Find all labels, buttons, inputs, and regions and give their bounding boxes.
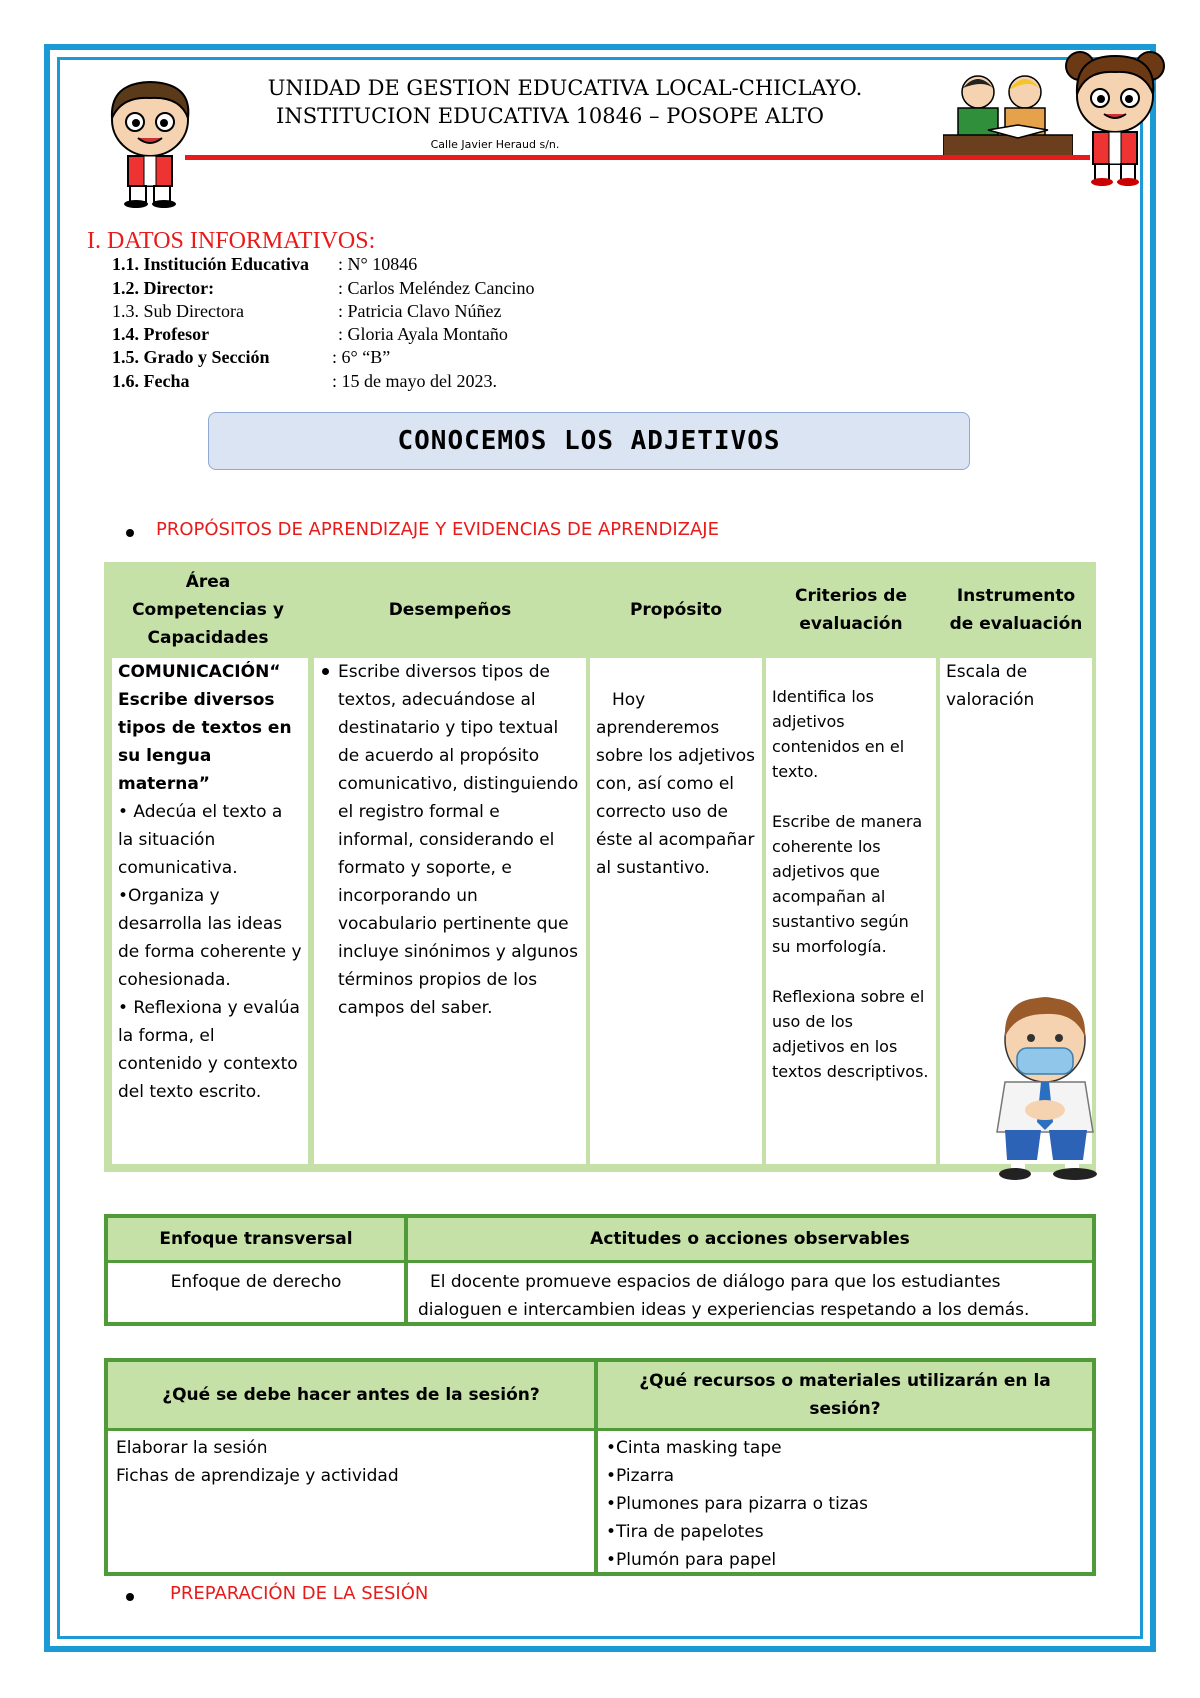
header-proposito: Propósito: [629, 600, 723, 620]
datos-title: I. DATOS INFORMATIVOS:: [87, 228, 376, 254]
proposito-cell: [590, 658, 762, 1164]
header-instrumento: Instrumento de evaluación: [949, 586, 1083, 634]
desempeno-text: Escribe diversos tipos de textos, adecuándose al destinatario y tipo textual de acuerdo al propósito comunicativo, distinguiendo el registro formal e informal, considerando el formato y soporte, e incorporando un vocabulario pertinente que incluye sinónimos y algunos términos propios de los campos del saber.: [338, 662, 579, 1018]
recursos-header: ¿Qué recursos o materiales utilizarán en la sesión?: [598, 1362, 1092, 1428]
col-divider: [404, 1218, 408, 1322]
col-divider: [594, 1362, 598, 1572]
criterio-item: Escribe de manera coherente los adjetivos que acompañan al sustantivo según su morfología.: [772, 812, 923, 956]
boy-mascot-icon: [100, 78, 200, 208]
actitudes-header: Actitudes o acciones observables: [408, 1218, 1092, 1260]
section-preparacion-title: PREPARACIÓN DE LA SESIÓN: [170, 1583, 429, 1604]
header-criterios: Criterios de evaluación: [795, 586, 907, 634]
capacidad-item: •Organiza y desarrolla las ideas de forma coherente y cohesionada.: [118, 886, 302, 990]
section-bullet: [126, 529, 134, 537]
datos-label: 1.2. Director:: [112, 278, 215, 298]
header-address: Calle Javier Heraud s/n.: [430, 138, 560, 151]
datos-label: 1.3. Sub Directora: [112, 301, 244, 321]
area-cell: [112, 658, 308, 1164]
children-reading-icon: [943, 70, 1073, 160]
datos-value: : Gloria Ayala Montaño: [338, 324, 508, 344]
criterio-item: Identifica los adjetivos contenidos en el texto.: [772, 687, 905, 781]
criterios-cell: [766, 658, 936, 1164]
header-desempenos: Desempeños: [388, 600, 512, 620]
desempeno-cell: [314, 658, 586, 1164]
antes-list: [116, 1434, 586, 1490]
datos-label: 1.6. Fecha: [112, 371, 190, 391]
proposito-text: Hoy aprenderemos sobre los adjetivos con, así como el correcto uso de éste al acompañar al sustantivo.: [596, 690, 756, 878]
criterio-item: Reflexiona sobre el uso de los adjetivos en los textos descriptivos.: [772, 987, 929, 1081]
row-divider: [108, 1428, 1092, 1431]
area-title: COMUNICACIÓN“: [118, 662, 281, 682]
recursos-list: [606, 1434, 1086, 1574]
antes-header: ¿Qué se debe hacer antes de la sesión?: [108, 1362, 594, 1428]
datos-label: 1.1. Institución Educativa: [112, 254, 310, 274]
enfoque-header: Enfoque transversal: [108, 1218, 404, 1260]
datos-label: 1.4. Profesor: [112, 324, 210, 344]
capacidad-item: • Reflexiona y evalúa la forma, el contenido y contexto del texto escrito.: [118, 998, 300, 1102]
prep-table: [104, 1358, 1096, 1576]
enfoque-value: Enfoque de derecho: [170, 1272, 342, 1292]
header-line-2: INSTITUCION EDUCATIVA 10846 – POSOPE ALTO: [276, 104, 824, 128]
datos-value: : Carlos Meléndez Cancino: [338, 278, 535, 298]
capacidad-item: • Adecúa el texto a la situación comunicativa.: [118, 802, 283, 878]
recurso-item: • Plumón para papel: [606, 1546, 1086, 1574]
actitud-value: El docente promueve espacios de diálogo para que los estudiantes dialoguen e intercambien ideas y experiencias respetando a los demás.: [418, 1272, 1030, 1320]
row-divider: [108, 1260, 1092, 1263]
section-bullet: [126, 1593, 134, 1601]
recurso-item: • Cinta masking tape: [606, 1434, 1086, 1462]
area-competencia: Escribe diversos tipos de textos en su lengua materna”: [118, 690, 292, 794]
header-line-1: UNIDAD DE GESTION EDUCATIVA LOCAL-CHICLAYO.: [267, 76, 863, 100]
section-proposito-title: PROPÓSITOS DE APRENDIZAJE Y EVIDENCIAS DE APRENDIZAJE: [156, 519, 719, 540]
girl-mascot-icon: [1060, 48, 1170, 188]
recurso-item: • Tira de papelotes: [606, 1518, 1086, 1546]
header-divider: [185, 155, 1090, 160]
antes-item: Fichas de aprendizaje y actividad: [116, 1466, 399, 1486]
header-area: Área Competencias y Capacidades: [132, 572, 284, 648]
antes-item: Elaborar la sesión: [116, 1438, 268, 1458]
datos-value: : 15 de mayo del 2023.: [332, 371, 497, 391]
boy-with-mask-icon: [975, 992, 1135, 1182]
instrumento-text: Escala de valoración: [946, 662, 1035, 710]
recurso-item: • Plumones para pizarra o tizas: [606, 1490, 1086, 1518]
datos-value: : N° 10846: [338, 254, 418, 274]
recurso-item: • Pizarra: [606, 1462, 1086, 1490]
session-title: CONOCEMOS LOS ADJETIVOS: [208, 412, 970, 470]
datos-value: : 6° “B”: [332, 347, 391, 367]
datos-value: : Patricia Clavo Núñez: [338, 301, 502, 321]
enfoque-table: [104, 1214, 1096, 1326]
datos-label: 1.5. Grado y Sección: [112, 347, 270, 367]
desempeno-bullet: [322, 668, 329, 675]
